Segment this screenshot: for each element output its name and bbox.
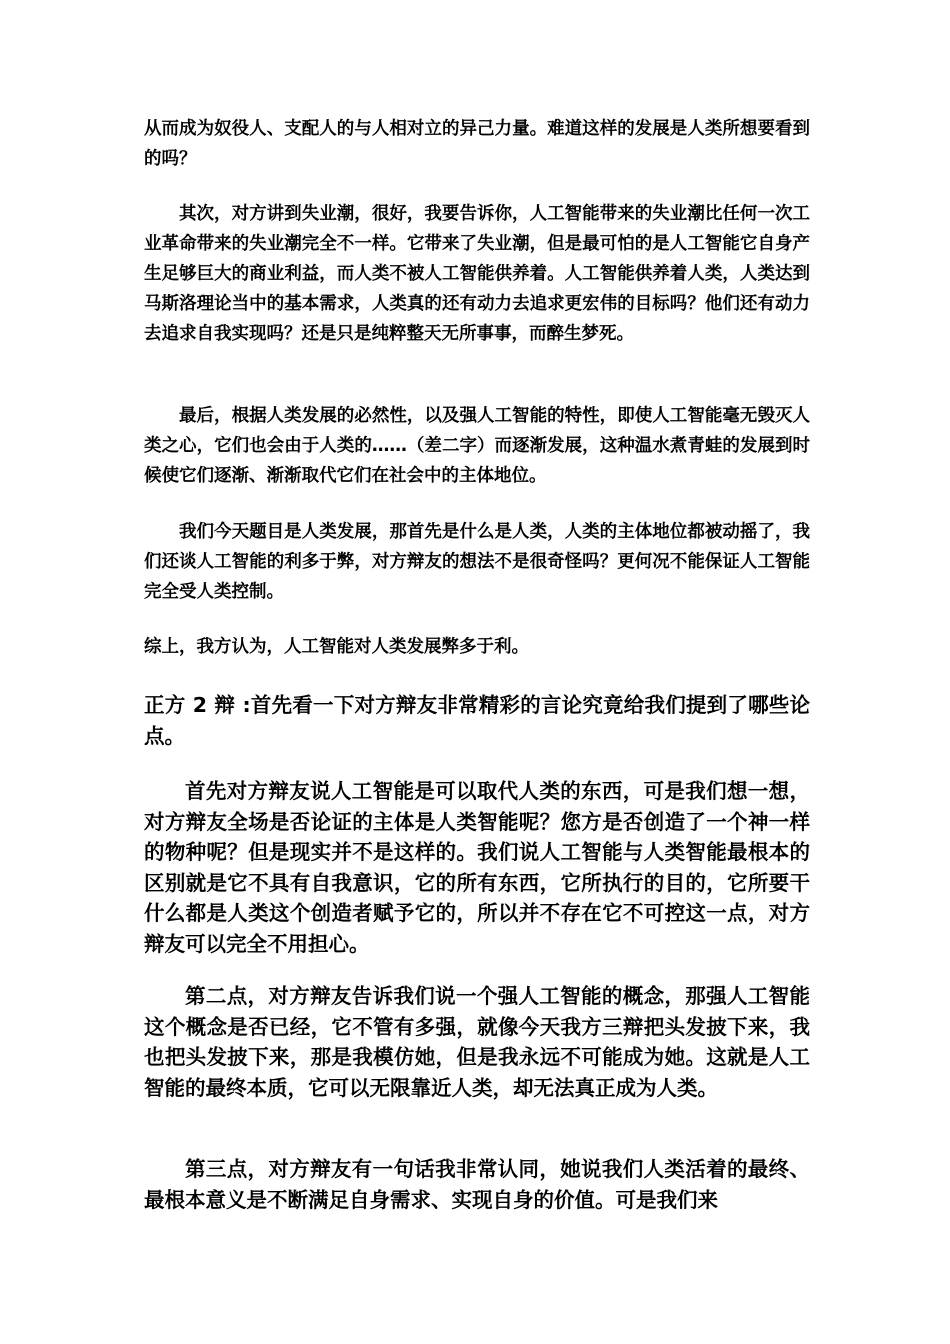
paragraph-8: 第三点，对方辩友有一句话我非常认同，她说我们人类活着的最终、最根本意义是不断满足自身需求、实现自身的价值。可是我们来 [144, 1157, 810, 1212]
speaker-heading: 正方 2 辩 :首先看一下对方辩友非常精彩的言论究竟给我们提到了哪些论点。 [144, 693, 810, 748]
paragraph-1: 从而成为奴役人、支配人的与人相对立的异己力量。难道这样的发展是人类所想要看到的吗？ [144, 119, 810, 169]
paragraph-conclusion: 综上，我方认为，人工智能对人类发展弊多于利。 [144, 637, 529, 657]
paragraph-7: 第二点，对方辩友告诉我们说一个强人工智能的概念，那强人工智能这个概念是否已经，它不管有多强，就像今天我方三辩把头发披下来，我也把头发披下来，那是我模仿她，但是我永远不可能成为她。这就是人工智能的最终本质，它可以无限靠近人类，却无法真正成为人类。 [144, 984, 810, 1100]
paragraph-3: 最后，根据人类发展的必然性，以及强人工智能的特性，即使人工智能毫无毁灭人类之心，它们也会由于人类的……（差二字）而逐渐发展，这种温水煮青蛙的发展到时候使它们逐渐、渐渐取代它们在社会中的主体地位。 [144, 406, 810, 486]
paragraph-6: 首先对方辩友说人工智能是可以取代人类的东西，可是我们想一想，对方辩友全场是否论证的主体是人类智能呢？您方是否创造了一个神一样的物种呢？但是现实并不是这样的。我们说人工智能与人类智能最根本的区别就是它不具有自我意识，它的所有东西，它所执行的目的，它所要干什么都是人类这个创造者赋予它的，所以并不存在它不可控这一点，对方辩友可以完全不用担心。 [144, 779, 810, 956]
paragraph-2: 其次，对方讲到失业潮，很好，我要告诉你，人工智能带来的失业潮比任何一次工业革命带来的失业潮完全不一样。它带来了失业潮，但是最可怕的是人工智能它自身产生足够巨大的商业利益，而人类不被人工智能供养着。人工智能供养着人类，人类达到马斯洛理论当中的基本需求，人类真的还有动力去追求更宏伟的目标吗？他们还有动力去追求自我实现吗？还是只是纯粹整天无所事事，而醉生梦死。 [144, 204, 810, 344]
paragraph-4: 我们今天题目是人类发展，那首先是什么是人类，人类的主体地位都被动摇了，我们还谈人工智能的利多于弊，对方辩友的想法不是很奇怪吗？更何况不能保证人工智能完全受人类控制。 [144, 522, 810, 602]
